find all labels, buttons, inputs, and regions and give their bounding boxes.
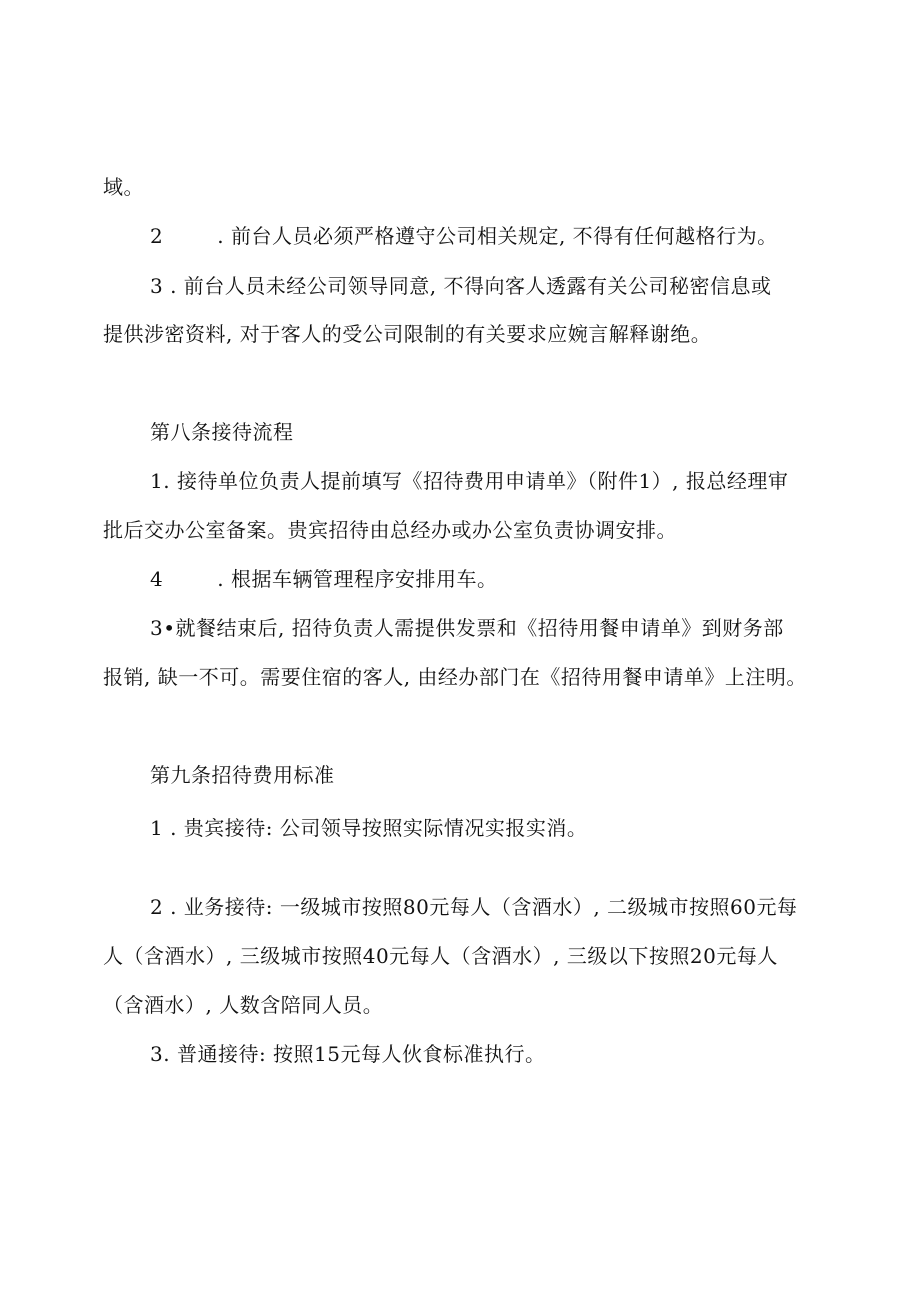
- list-item-3: 3 . 前台人员未经公司领导同意, 不得向客人透露有关公司秘密信息或: [150, 274, 772, 298]
- paragraph-line: （含酒水）, 人数含陪同人员。: [103, 993, 384, 1017]
- list-item-2b: 2 . 业务接待: 一级城市按照80元每人（含酒水）, 二级城市按照60元每: [150, 895, 798, 919]
- list-item-1b: 1 . 贵宾接待: 公司领导按照实际情况实报实消。: [150, 816, 588, 840]
- item-text: . 根据车辆管理程序安排用车。: [217, 567, 498, 591]
- paragraph-line: 报销, 缺一不可。需要住宿的客人, 由经办部门在《招待用餐申请单》上注明。: [103, 665, 807, 689]
- paragraph-line: 批后交办公室备案。贵宾招待由总经办或办公室负责协调安排。: [103, 518, 677, 542]
- item-number: 2: [150, 224, 164, 248]
- item-text: . 前台人员必须严格遵守公司相关规定, 不得有任何越格行为。: [217, 224, 778, 248]
- list-item-4: [150, 565, 497, 593]
- list-item-1: 1. 接待单位负责人提前填写《招待费用申请单》（附件1）, 报总经理审: [150, 469, 789, 493]
- paragraph-line: 提供涉密资料, 对于客人的受公司限制的有关要求应婉言解释谢绝。: [103, 322, 712, 346]
- item-number: 4: [150, 567, 164, 591]
- list-item-3b: 3•就餐结束后, 招待负责人需提供发票和《招待用餐申请单》到财务部: [150, 616, 784, 640]
- section-heading-9: 第九条招待费用标准: [150, 763, 335, 787]
- section-heading-8: 第八条接待流程: [150, 420, 294, 444]
- paragraph-line: 域。: [103, 175, 144, 199]
- paragraph-line: 人（含酒水）, 三级城市按照40元每人（含酒水）, 三级以下按照20元每人: [103, 944, 778, 968]
- list-item-3c: 3. 普通接待: 按照15元每人伙食标准执行。: [150, 1042, 546, 1066]
- list-item-2: [150, 222, 778, 250]
